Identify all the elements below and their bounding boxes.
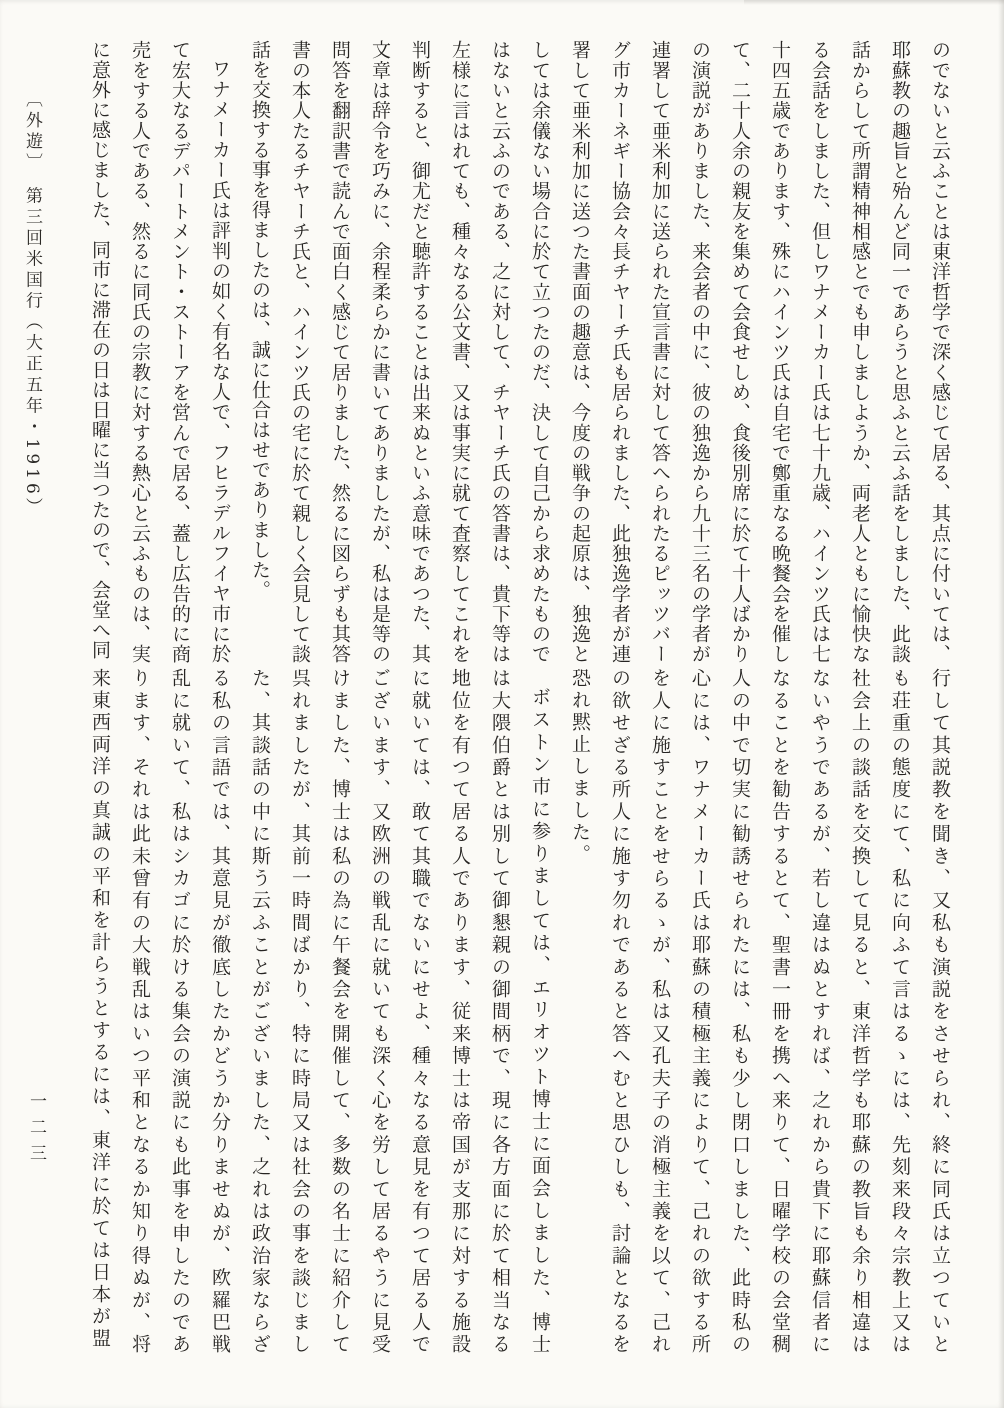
paragraph-boston: ボストン市に参りましては、エリオツト博士に面会しました、博士は大隈伯爵とは別して御懇親の御間柄で、現に各方面に於て相当なる地位を有つて居る人であります、従来博士は帝国が支那に対する施設に就いては、敢て其職でないにせよ、種々なる意見を有つて居る人でございます、又欧洲の戦乱に就いても深く心を労して居るやうに見受けました、博士は私の為に午餐会を開催して、多数の名士に紹介して呉れましたが、其前一時間ばかり、特に時局又は社会の事を談じました、其談話の中に斯う云ふことがございました、之れは政治家ならざる私の言語では、其意見が徹底したかどうか分りませぬが、欧羅巴戦乱に就いて、私はシカゴに於ける集会の演説にも此事を申したのであります、それは此未曾有の大戦乱はいつ平和となるか知り得ぬが、将来東西両洋の真誠の平和を計らうとするには、東洋に於ては日本が盟 [89, 668, 551, 1357]
scan-edge-shadow-right [998, 0, 1004, 1408]
scan-edge-shadow-top [744, 0, 1004, 5]
top-text-block [80, 40, 960, 664]
running-title: 〔外遊〕 第三回米国行（大正五年・1916） [22, 90, 42, 519]
paragraph-continuation: のでないと云ふことは東洋哲学で深く感じて居る、其点に付いては、耶蘇教の趣旨と殆んど同一であらうと思ふと云ふ話をしました、此談話からして所謂精神相感とでも申しましようか、両老人ともに愉快なる会話をしました、但しワナメーカー氏は七十九歳、ハインツ氏は七十四五歳であります、殊にハインツ氏は自宅で鄭重なる晩餐会を催して、二十人余の親友を集めて会食せしめ、食後別席に於て十人ばかりの演説がありました、来会者の中に、彼の独逸から九十三名の学者が連署して亜米利加に送られた宣言書に対して答へられたるピッツバーグ市カーネギー協会々長チヤーチ氏も居られました、此独逸学者が連署して亜米利加に送つた書面の趣意は、今度の戦争の起原は、独逸としては余儀ない場合に於て立つたのだ、決して自己から求めたものではないと云ふのである、之に対して、チヤーチ氏の答書は、貴下等は左様に言はれても、種々なる公文書、又は事実に就て査察してこれを判断すると、御尤だと聴許することは出来ぬといふ意味であつた、其文章は辞令を巧みに、余程柔らかに書いてありましたが、私は是等の問答を翻訳書で読んで面白く感じて居りました、然るに図らずも其答書の本人たるチヤーチ氏と、ハインツ氏の宅に於て親しく会見して談話を交換する事を得ましたのは、誠に仕合はせでありました。 [249, 40, 951, 664]
paragraph-wanamaker: ワナメーカー氏は評判の如く有名な人で、フヒラデルフイヤ市に於て宏大なるデパートメント・ストーアを営んで居る、蓋し広告的に商売をする人である、然るに同氏の宗教に対する熱心と云ふものは、実に意外に感じました、同市に滞在の日は日曜に当つたので、会堂へ同 [89, 40, 231, 664]
paragraph-wanamaker-continuation: 行して其説教を聞き、又私も演説をさせられ、終に同氏は立つていとも荘重の態度にて、私に向ふて言はるゝには、先刻来段々宗教上又は社会上の談話を交換して見ると、東洋哲学も耶蘇の教旨も余り相違はないやうであるが、若し違はぬとすれば、之れから貴下に耶蘇信者になることを勧告するとて、聖書一冊を携へ来りて、日曜学校の会堂稠人の中で切実に勧誘せられたには、私も少し閉口しました、此時私の心には、ワナメーカー氏は耶蘇の積極主義によりて、己れの欲する所を人に施すことをせらるゝが、私は又孔夫子の消極主義を以て、己れの欲せざる所人に施す勿れであると答へむと思ひしも、討論となるを恐れ黙止しました。 [569, 668, 951, 1357]
page-number: 一二三 [26, 1092, 46, 1170]
bottom-text-block [80, 668, 960, 1356]
